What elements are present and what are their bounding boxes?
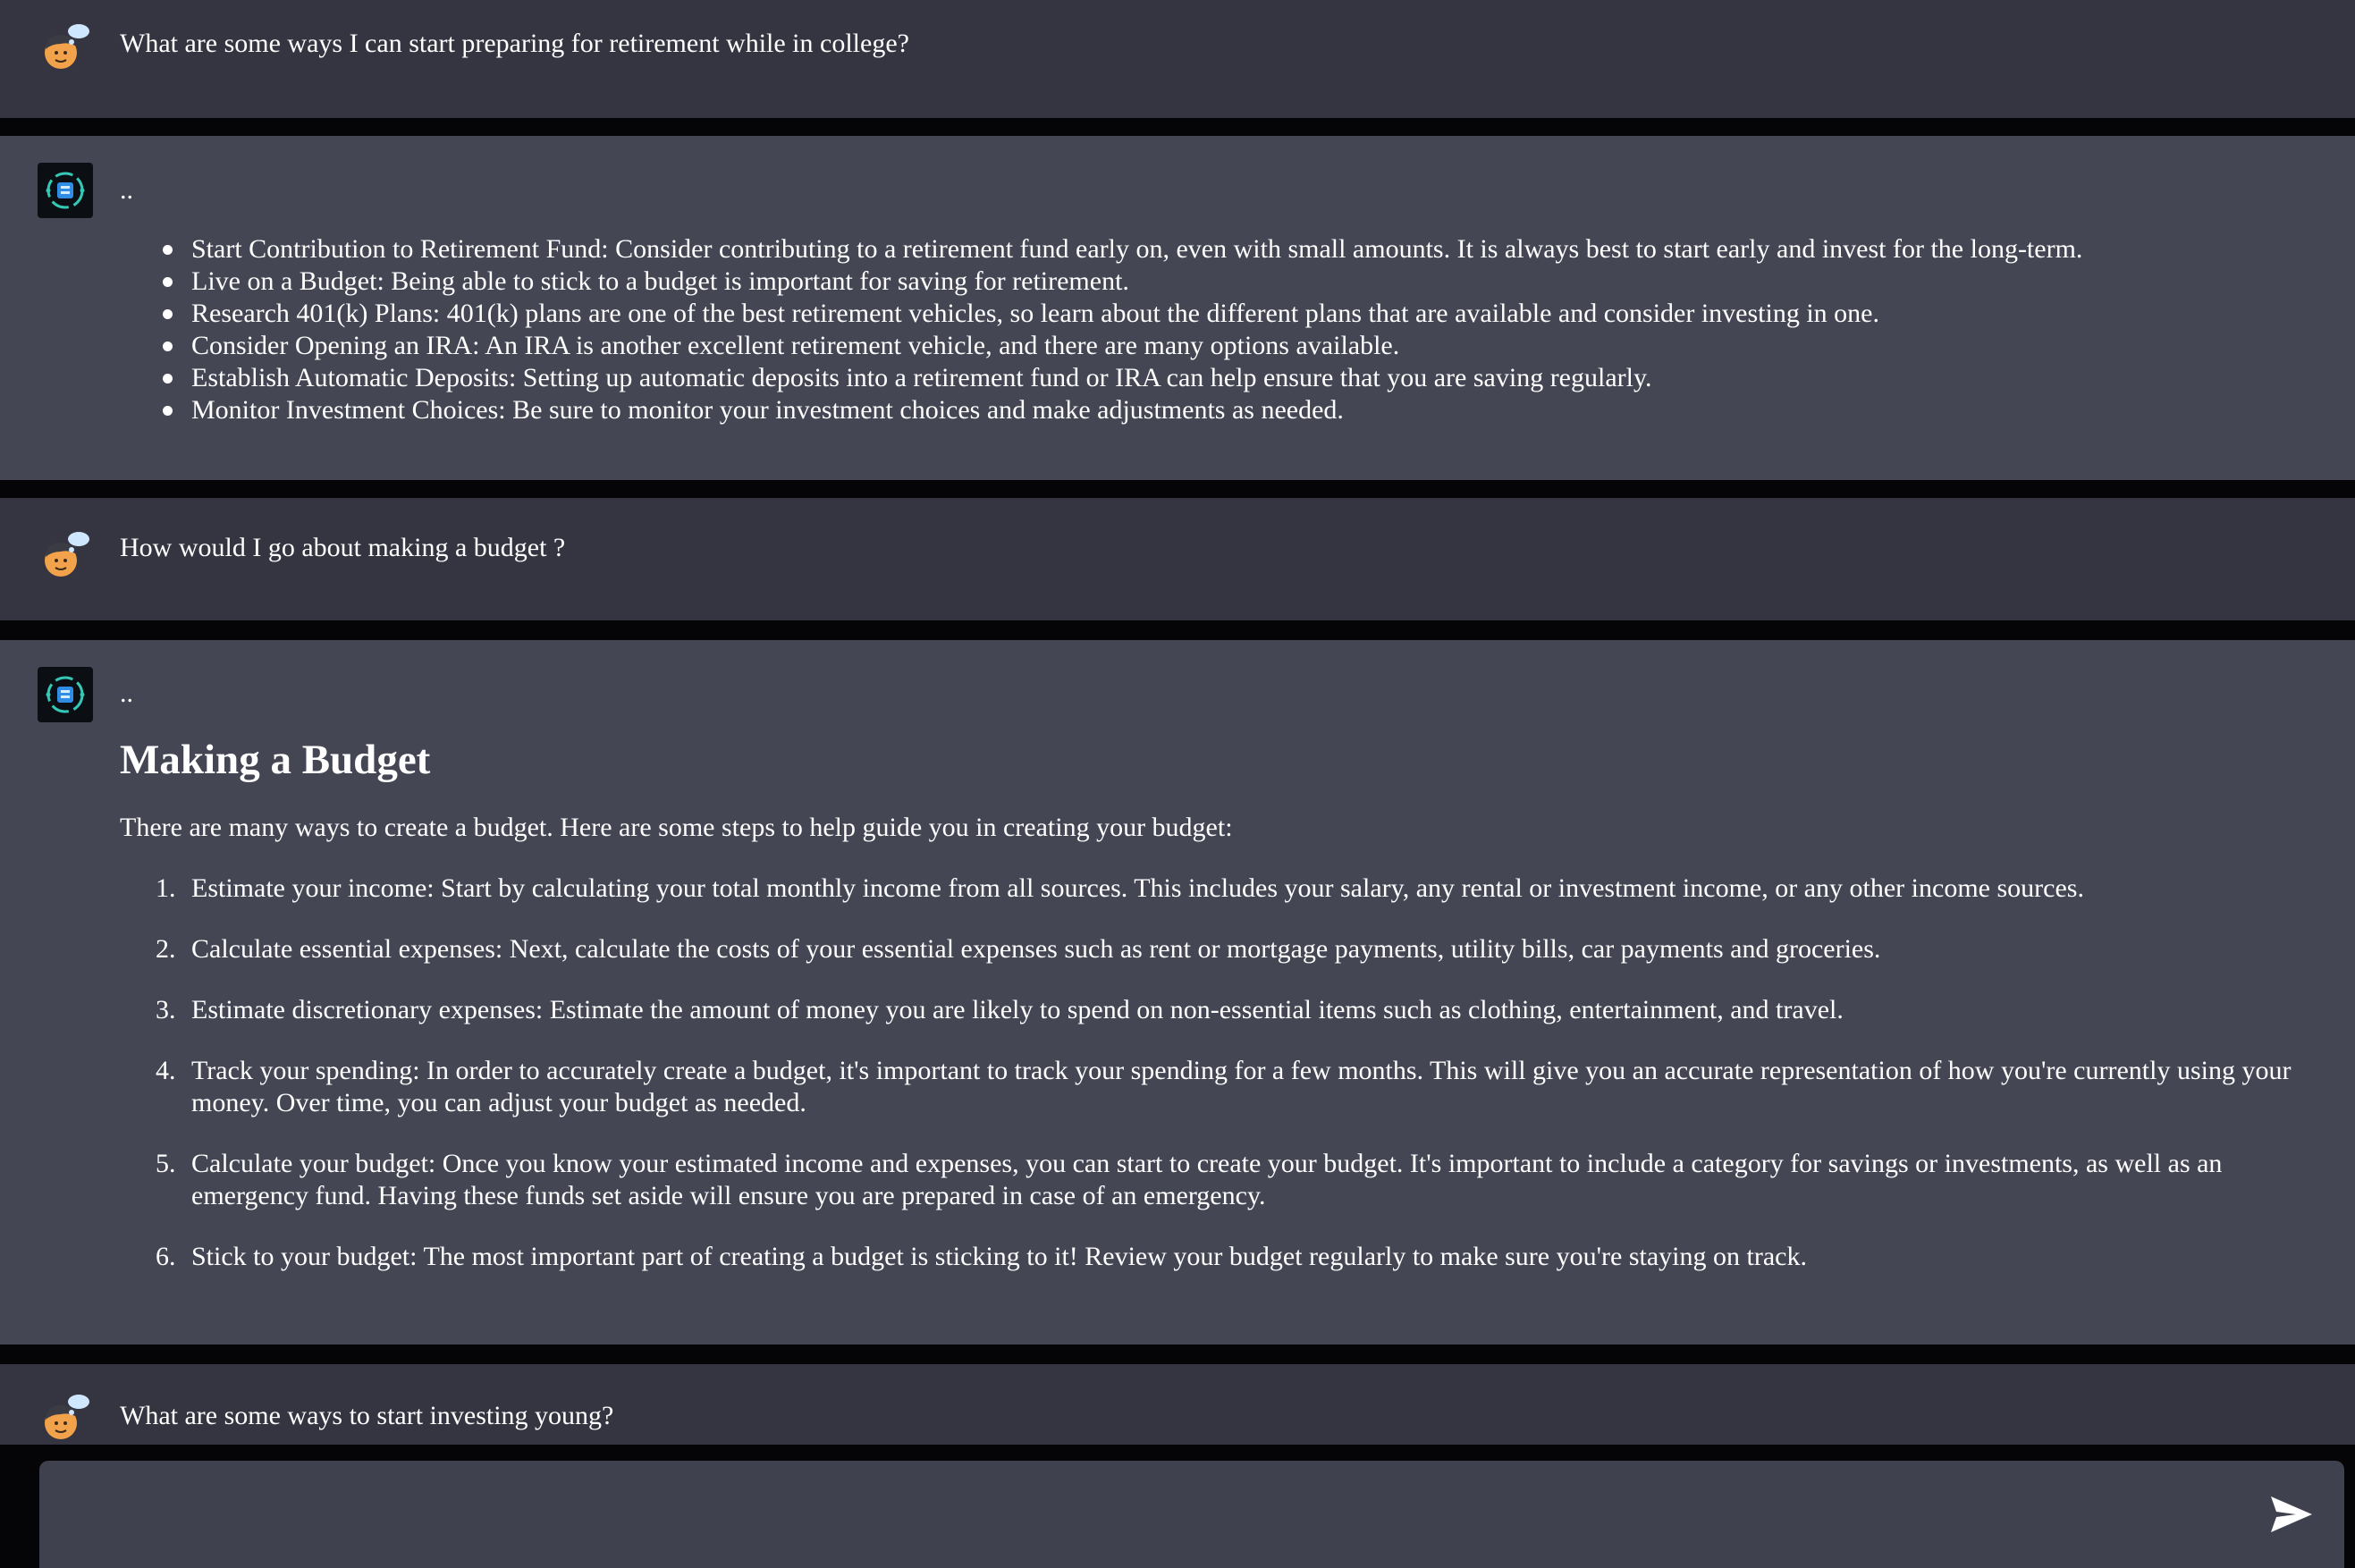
user-avatar-icon [38, 21, 93, 76]
user-avatar-icon [38, 1391, 93, 1446]
message-input[interactable] [61, 1480, 2246, 1564]
user-message-text: What are some ways to start investing young? [120, 1401, 614, 1430]
assistant-message-1 [0, 136, 2355, 480]
list-item: Monitor Investment Choices: Be sure to monitor your investment choices and make adjustments as needed. [191, 394, 2319, 426]
list-item [156, 1241, 2319, 1273]
message-composer [39, 1461, 2344, 1568]
step-number: 5. [156, 1149, 176, 1178]
step-number: 4. [156, 1056, 176, 1085]
retirement-tips-list [120, 233, 2319, 426]
step-text: Stick to your budget: The most important part of creating a budget is sticking to it! Review your budget regularly to make sure you're staying on track. [191, 1242, 1807, 1271]
list-item: Establish Automatic Deposits: Setting up automatic deposits into a retirement fund or IRA can help ensure that you are saving regularly. [191, 362, 2319, 394]
list-item: Live on a Budget: Being able to stick to a budget is important for saving for retirement. [191, 266, 2319, 298]
send-icon [2269, 1493, 2314, 1536]
list-item [156, 933, 2319, 965]
user-message-1 [0, 0, 2355, 118]
user-message-3 [0, 1364, 2355, 1445]
step-text: Estimate your income: Start by calculating your total monthly income from all sources. This includes your salary, any rental or investment income, or any other income sources. [191, 873, 2084, 903]
step-number: 6. [156, 1242, 176, 1271]
step-text: Calculate essential expenses: Next, calculate the costs of your essential expenses such as rent or mortgage payments, utility bills, car payments and groceries. [191, 934, 1881, 964]
list-item [156, 1055, 2319, 1119]
answer-intro: There are many ways to create a budget. Here are some steps to help guide you in creating your budget: [120, 813, 1233, 842]
assistant-message-2 [0, 640, 2355, 1345]
list-item: Consider Opening an IRA: An IRA is another excellent retirement vehicle, and there are many options available. [191, 330, 2319, 362]
step-number: 3. [156, 995, 176, 1024]
step-text: Estimate discretionary expenses: Estimate the amount of money you are likely to spend on non-essential items such as clothing, entertainment, and travel. [191, 995, 1844, 1024]
list-item: Research 401(k) Plans: 401(k) plans are one of the best retirement vehicles, so learn about the different plans that are available and consider investing in one. [191, 298, 2319, 330]
bot-avatar-icon [38, 667, 93, 722]
list-item [156, 994, 2319, 1026]
step-text: Track your spending: In order to accurately create a budget, it's important to track your spending for a few months. This will give you an accurate representation of how you're currently using your money. Over time, you can adjust your budget as needed. [191, 1056, 2292, 1117]
user-message-2 [0, 498, 2355, 620]
message-ellipsis: .. [120, 679, 133, 708]
list-item [156, 1148, 2319, 1212]
step-number: 1. [156, 873, 176, 903]
list-item: Start Contribution to Retirement Fund: Consider contributing to a retirement fund early on, even with small amounts. It is always best to start early and invest for the long-term. [191, 233, 2319, 266]
list-item [156, 873, 2319, 905]
answer-heading: Making a Budget [120, 737, 431, 783]
message-ellipsis: .. [120, 175, 133, 205]
bot-avatar-icon [38, 163, 93, 218]
user-message-text: How would I go about making a budget ? [120, 533, 566, 562]
step-number: 2. [156, 934, 176, 964]
budget-steps-list [120, 873, 2319, 1273]
user-avatar-icon [38, 528, 93, 584]
user-message-text: What are some ways I can start preparing for retirement while in college? [120, 29, 909, 58]
send-button[interactable] [2269, 1493, 2314, 1536]
step-text: Calculate your budget: Once you know your estimated income and expenses, you can start to create your budget. It's important to include a category for savings or investments, as well as an emergency fund. Having these funds set aside will ensure you are prepared in case of an emergency. [191, 1149, 2223, 1210]
